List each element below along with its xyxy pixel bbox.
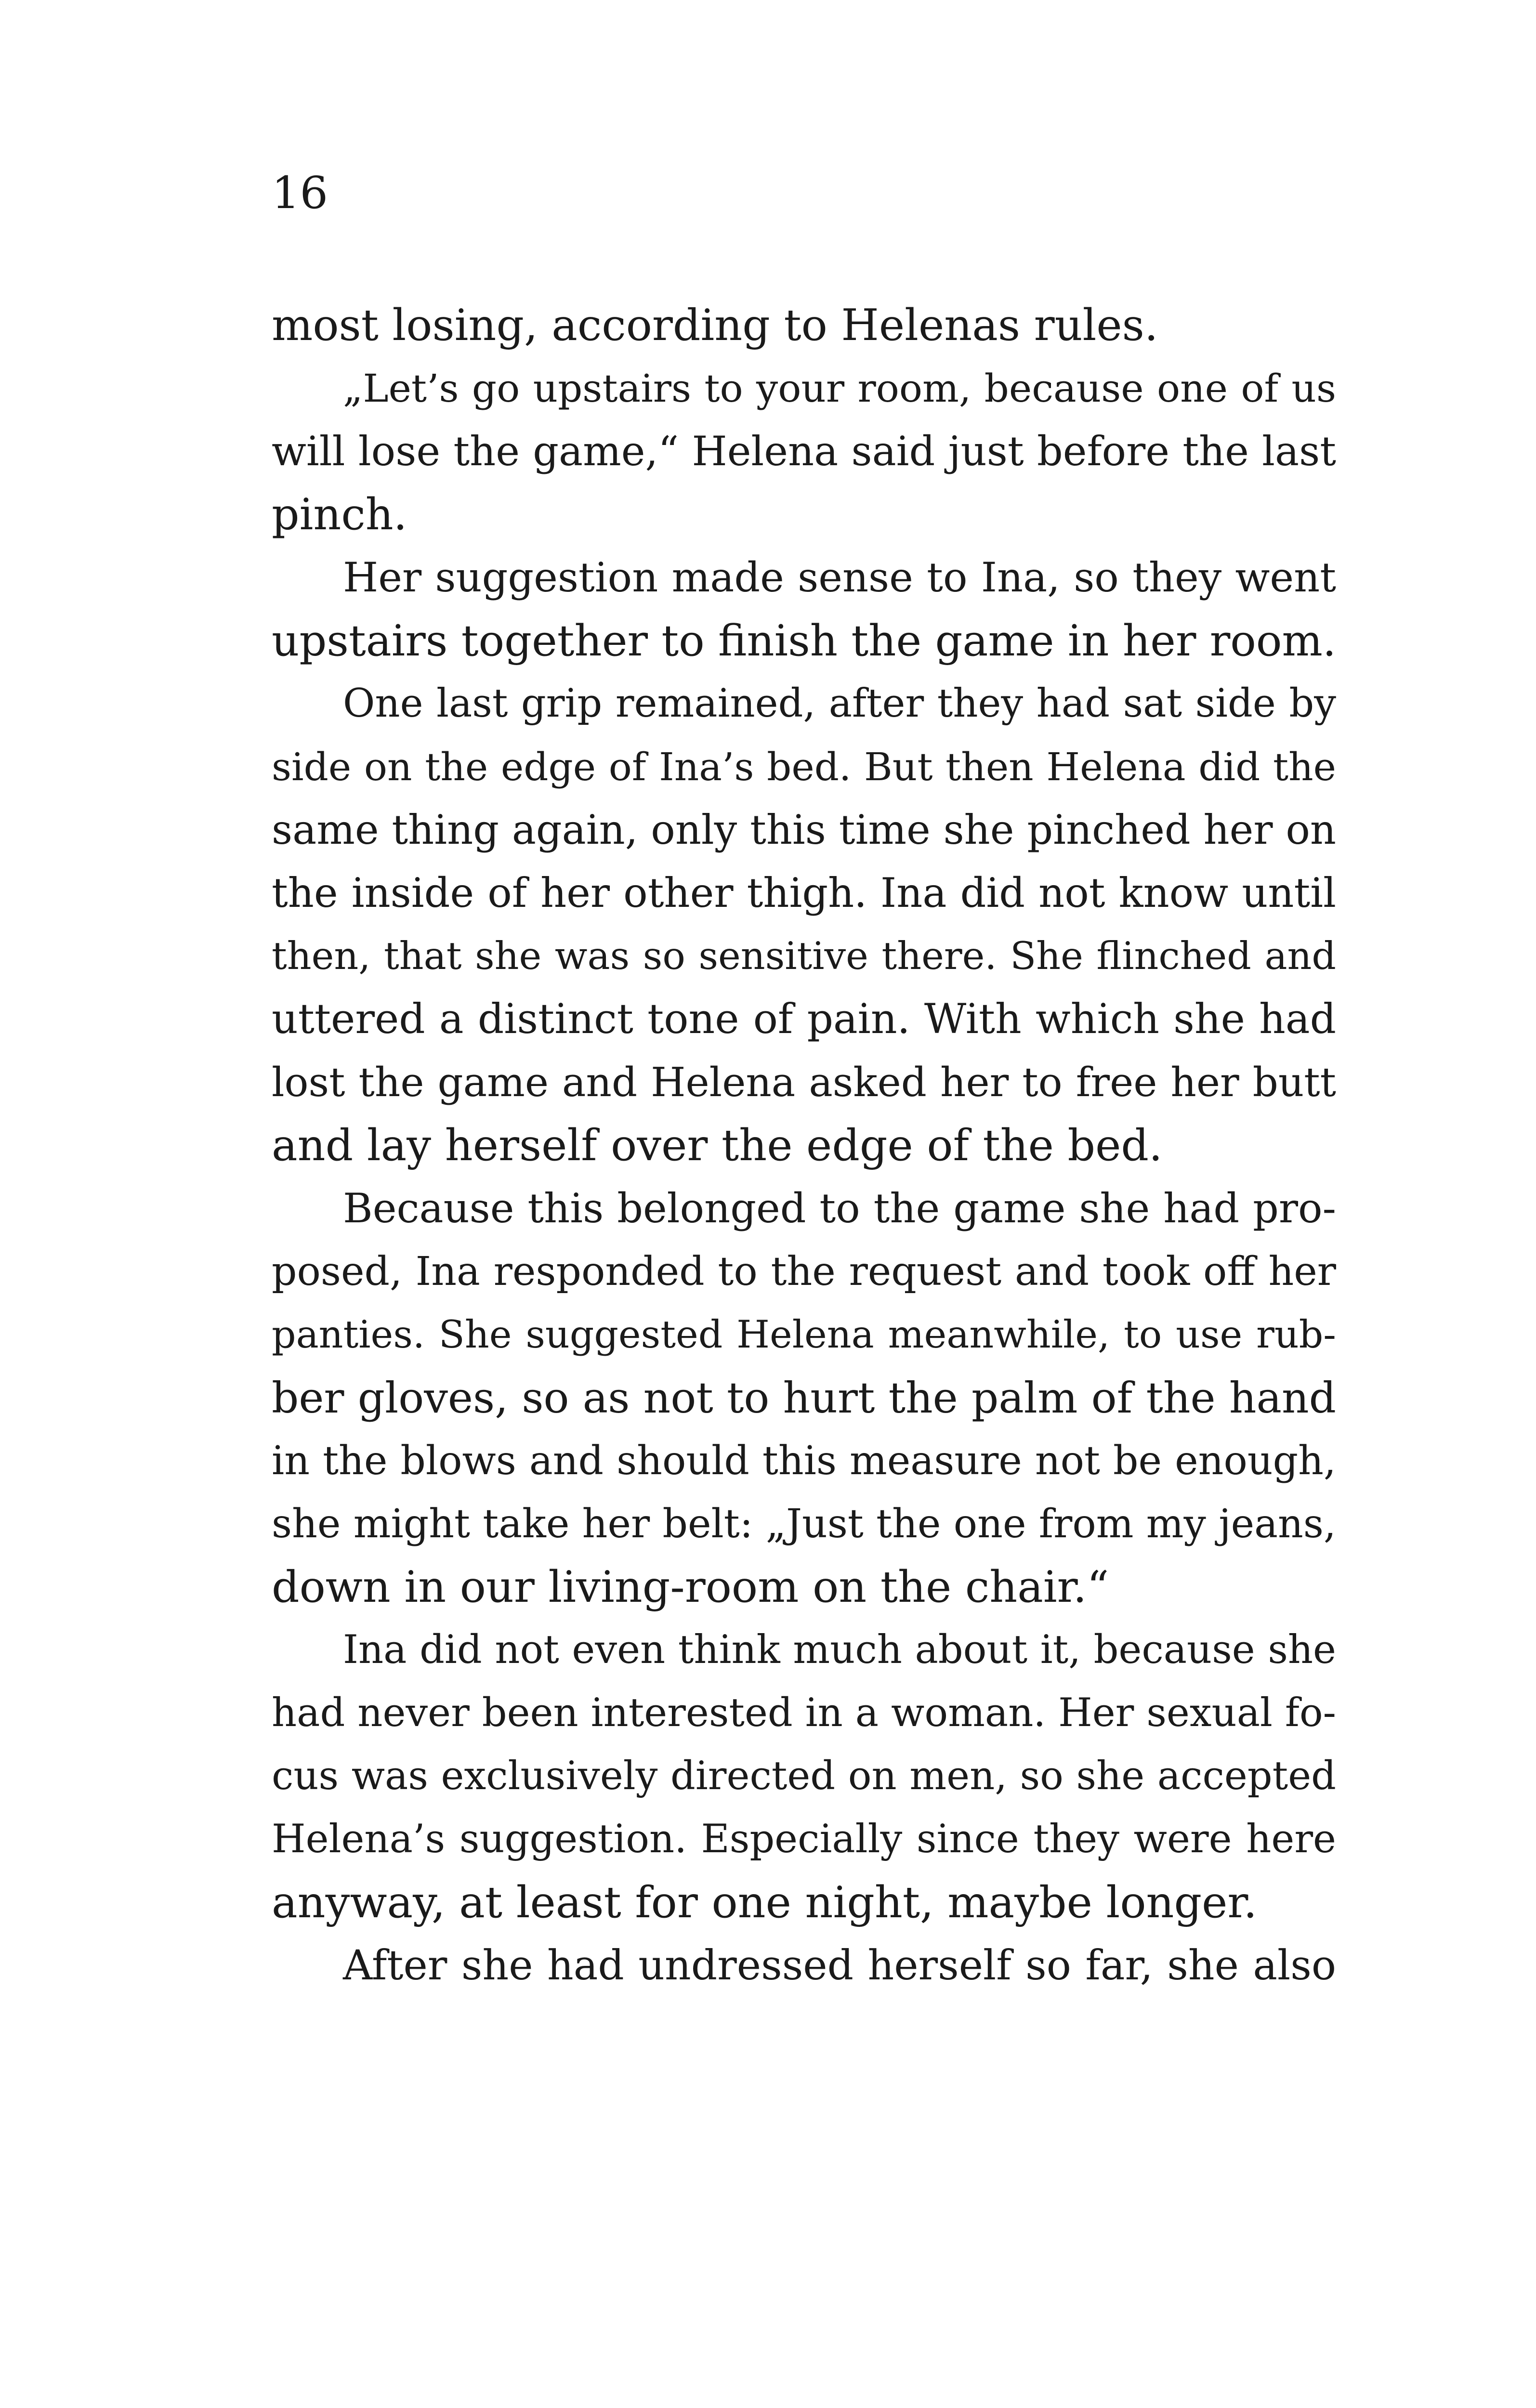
body-text [272,294,1336,1997]
text-line: she might take her belt: „Just the one from my jeans, [272,1501,1336,1547]
page-number: 16 [272,167,328,219]
text-line: Helena’s suggestion. Especially since they were here [272,1817,1336,1862]
text-line: anyway, at least for one night, maybe longer. [272,1877,1258,1928]
text-line: the inside of her other thigh. Ina did not know until [272,869,1336,916]
text-line: posed, Ina responded to the request and took off her [272,1249,1336,1295]
text-line: then, that she was so sensitive there. She flinched and [272,934,1336,978]
text-line: had never been interested in a woman. Her sexual fo- [272,1690,1336,1736]
text-line: Because this belonged to the game she had pro- [343,1185,1336,1232]
text-line: same thing again, only this time she pinched her on [272,806,1336,853]
text-line: Her suggestion made sense to Ina, so they went [343,554,1336,601]
text-line: upstairs together to finish the game in her room. [272,615,1337,666]
text-line: „Let’s go upstairs to your room, because one of us [343,366,1336,411]
text-line: will lose the game,“ Helena said just before the last [272,428,1336,475]
text-line: Ina did not even think much about it, because she [343,1627,1336,1673]
text-line: in the blows and should this measure not be enough, [272,1438,1336,1484]
text-line: lost the game and Helena asked her to free her butt [272,1059,1336,1106]
text-line: cus was exclusively directed on men, so she accepted [272,1754,1336,1799]
text-line: side on the edge of Ina’s bed. But then Helena did the [272,745,1336,789]
text-line: and lay herself over the edge of the bed. [272,1120,1163,1171]
text-line: After she had undressed herself so far, she also [343,1942,1336,1989]
text-line: uttered a distinct tone of pain. With which she had [272,995,1336,1043]
text-line: One last grip remained, after they had sat side by [343,681,1336,726]
text-line: down in our living-room on the chair.“ [272,1562,1109,1612]
text-line: ber gloves, so as not to hurt the palm of the hand [272,1373,1336,1423]
text-line: most losing, according to Helenas rules. [272,300,1158,351]
text-line: panties. She suggested Helena meanwhile, to use rub- [272,1312,1336,1357]
text-line: pinch. [272,489,407,540]
